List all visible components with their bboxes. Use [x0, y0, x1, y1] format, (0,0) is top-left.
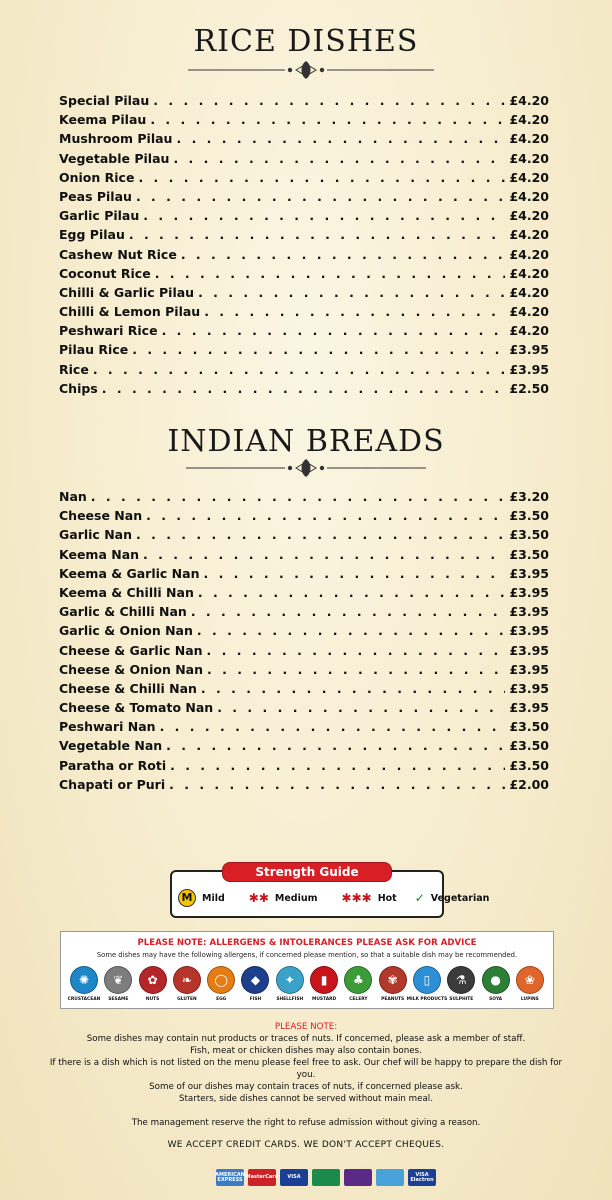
menu-item: Peshwari Nan . . . £3.50: [59, 719, 549, 738]
payment-notice: WE ACCEPT CREDIT CARDS. WE DON'T ACCEPT CHEQUES.: [167, 1140, 445, 1150]
mastercard-icon: MasterCard: [248, 1169, 276, 1186]
menu-item: Cheese & Tomato Nan . . . £3.95: [59, 700, 549, 719]
menu-item: Vegetable Pilau . . . £4.20: [59, 151, 549, 170]
egg-icon: ◯: [207, 966, 235, 994]
strength-guide-legend: [178, 889, 489, 907]
strength-guide: [170, 862, 490, 916]
menu-item: Peas Pilau . . . £4.20: [59, 189, 549, 208]
menu-item: Cashew Nut Rice . . . £4.20: [59, 247, 549, 266]
note-line: Fish, meat or chicken dishes may also contain bones.: [190, 1046, 422, 1056]
allergen-label: MILK PRODUCTS: [406, 997, 448, 1002]
allergen-item: [481, 966, 511, 1002]
menu-item: Cheese & Onion Nan . . . £3.95: [59, 662, 549, 681]
menu-item: Onion Rice . . . £4.20: [59, 170, 549, 189]
allergen-item: [172, 966, 202, 1002]
menu-item: Mushroom Pilau . . . £4.20: [59, 131, 549, 150]
menu-item: Coconut Rice . . . £4.20: [59, 266, 549, 285]
medium-chilli-icon: ✱✱: [248, 891, 269, 905]
menu-item: Chilli & Lemon Pilau . . . £4.20: [59, 304, 549, 323]
management-notice: The management reserve the right to refuse admission without giving a reason.: [131, 1118, 481, 1128]
allergen-item: [515, 966, 545, 1002]
celery-icon: ♣: [344, 966, 372, 994]
note-line: If there is a dish which is not listed on the menu please feel free to ask. Our chef will be happy to prepare the dish for you.: [49, 1058, 563, 1080]
allergen-label: PEANUTS: [381, 997, 405, 1002]
allergen-item: [309, 966, 339, 1002]
allergen-item: [103, 966, 133, 1002]
allergen-item: [343, 966, 373, 1002]
menu-item: Vegetable Nan . . . £3.50: [59, 738, 549, 757]
payment-cards: [216, 1169, 436, 1186]
allergen-label: EGG: [216, 997, 227, 1002]
allergen-item: [406, 966, 448, 1002]
milk-icon: ▯: [413, 966, 441, 994]
menu-item: Egg Pilau . . . £4.20: [59, 227, 549, 246]
menu-item: Pilau Rice . . . £3.95: [59, 342, 549, 361]
menu-item: Paratha or Roti . . . £3.50: [59, 758, 549, 777]
allergen-label: FISH: [249, 997, 262, 1002]
notes-heading: PLEASE NOTE:: [274, 1022, 338, 1032]
notes-block: [40, 1021, 572, 1105]
hot-chilli-icon: ✱✱✱: [341, 891, 372, 905]
menu-item: Peshwari Rice . . . £4.20: [59, 323, 549, 342]
gluten-icon: ❧: [173, 966, 201, 994]
menu-item: Cheese & Chilli Nan . . . £3.95: [59, 681, 549, 700]
allergen-title: PLEASE NOTE: ALLERGENS & INTOLERANCES PLEASE ASK FOR ADVICE: [137, 938, 477, 948]
allergen-item: [446, 966, 476, 1002]
nuts-icon: ✿: [139, 966, 167, 994]
switch-card-icon: [376, 1169, 404, 1186]
visa-card-icon: VISA: [280, 1169, 308, 1186]
mild-label: Mild: [202, 892, 225, 904]
visa-electron-card-icon: VISA Electron: [408, 1169, 436, 1186]
menu-item: Garlic Pilau . . . £4.20: [59, 208, 549, 227]
menu-item: Special Pilau . . . £4.20: [59, 93, 549, 112]
rice-dishes-list: [59, 93, 549, 400]
menu-item: Keema Nan . . . £3.50: [59, 547, 549, 566]
maestro-card-icon: [312, 1169, 340, 1186]
sulphite-icon: ⚗: [447, 966, 475, 994]
menu-item: Nan . . . £3.20: [59, 489, 549, 508]
hot-label: Hot: [377, 892, 397, 904]
note-line: Some of our dishes may contain traces of nuts, if concerned please ask.: [149, 1082, 463, 1092]
menu-item: Garlic & Chilli Nan . . . £3.95: [59, 604, 549, 623]
menu-item: Chips . . . £2.50: [59, 381, 549, 400]
peanuts-icon: ✾: [379, 966, 407, 994]
menu-item: Rice . . . £3.95: [59, 362, 549, 381]
vegetarian-tick-icon: ✓: [414, 891, 425, 905]
allergen-panel: [60, 931, 554, 1009]
allergen-item: [206, 966, 236, 1002]
fish-icon: ◆: [241, 966, 269, 994]
allergen-label: LUPINS: [520, 997, 539, 1002]
rice-title-ornament: [0, 60, 612, 80]
menu-item: Chilli & Garlic Pilau . . . £4.20: [59, 285, 549, 304]
note-line: Starters, side dishes cannot be served without main meal.: [179, 1094, 433, 1104]
menu-item: Garlic & Onion Nan . . . £3.95: [59, 623, 549, 642]
menu-item: Chapati or Puri . . . £2.00: [59, 777, 549, 796]
mild-icon: M: [178, 889, 196, 907]
allergen-label: SESAME: [108, 997, 129, 1002]
menu-item: Garlic Nan . . . £3.50: [59, 527, 549, 546]
menu-item: Keema & Garlic Nan . . . £3.95: [59, 566, 549, 585]
menu-item: Keema Pilau . . . £4.20: [59, 112, 549, 131]
allergen-label: SOYA: [489, 997, 503, 1002]
shellfish-icon: ✦: [276, 966, 304, 994]
allergen-subtitle: Some dishes may have the following allergens, if concerned please mention, so that a suitable dish may be recommended.: [96, 951, 518, 959]
menu-item: Keema & Chilli Nan . . . £3.95: [59, 585, 549, 604]
menu-item: Cheese Nan . . . £3.50: [59, 508, 549, 527]
sesame-icon: ❦: [104, 966, 132, 994]
allergen-label: CRUSTACEAN: [67, 997, 101, 1002]
allergen-item: [138, 966, 168, 1002]
solo-card-icon: [344, 1169, 372, 1186]
allergen-label: SHELLFISH: [276, 997, 304, 1002]
allergen-icon-row: [69, 966, 545, 1002]
indian-breads-title: INDIAN BREADS: [167, 424, 445, 459]
allergen-item: [378, 966, 408, 1002]
allergen-item: [69, 966, 99, 1002]
menu-item: Cheese & Garlic Nan . . . £3.95: [59, 643, 549, 662]
allergen-label: CELERY: [349, 997, 368, 1002]
vegetarian-label: Vegetarian: [430, 892, 490, 904]
medium-label: Medium: [274, 892, 318, 904]
allergen-item: [275, 966, 305, 1002]
strength-guide-title: Strength Guide: [222, 862, 392, 882]
amex-card-icon: AMERICAN EXPRESS: [216, 1169, 244, 1186]
crustacean-icon: ✺: [70, 966, 98, 994]
allergen-label: NUTS: [145, 997, 160, 1002]
allergen-label: SULPHITE: [449, 997, 474, 1002]
soya-icon: ●: [482, 966, 510, 994]
breads-title-ornament: [0, 458, 612, 478]
allergen-item: [240, 966, 270, 1002]
allergen-label: GLUTEN: [177, 997, 197, 1002]
allergen-label: MUSTARD: [311, 997, 337, 1002]
note-line: Some dishes may contain nut products or traces of nuts. If concerned, please ask a member of staff.: [86, 1034, 526, 1044]
indian-breads-list: [59, 489, 549, 796]
lupins-icon: ❀: [516, 966, 544, 994]
rice-dishes-title: RICE DISHES: [193, 24, 419, 59]
mustard-icon: ▮: [310, 966, 338, 994]
